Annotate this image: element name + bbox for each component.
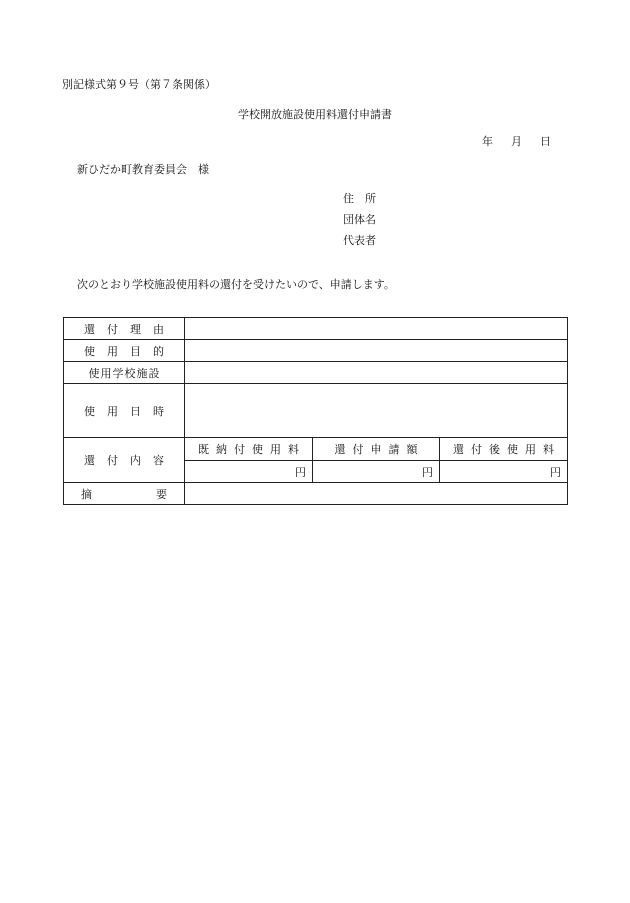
applicant-org-label: 団体名 [343,213,376,226]
applicant-rep-label: 代表者 [343,234,376,247]
refund-form-table [63,317,568,505]
yen-unit: 円 [295,465,306,479]
paid-fee-field[interactable] [185,461,313,483]
after-fee-field[interactable] [440,461,568,483]
table-row [64,483,568,505]
facility-header: 使用学校施設 [64,362,185,384]
request-amount-header: 還付申請額 [313,438,440,461]
table-row [64,384,568,438]
remarks-header: 摘要 [64,483,185,505]
facility-field[interactable] [185,362,568,384]
applicant-address-label: 住 所 [343,192,376,205]
table-row [64,362,568,384]
purpose-field[interactable] [185,340,568,362]
yen-unit: 円 [550,465,562,479]
form-number: 別記様式第９号（第７条関係） [62,78,216,91]
details-header: 還付内容 [64,438,185,483]
request-amount-field[interactable] [313,461,440,483]
after-fee-header: 還付後使用料 [440,438,568,461]
addressee: 新ひだか町教育委員会 様 [77,163,209,176]
table-row [64,340,568,362]
paid-fee-header: 既納付使用料 [185,438,313,461]
table-row [64,438,568,461]
datetime-header: 使用日時 [64,384,185,438]
document-title: 学校開放施設使用料還付申請書 [238,108,392,121]
day-label: 日 [540,135,551,148]
reason-header: 還付理由 [64,318,185,340]
yen-unit: 円 [422,465,433,479]
date-row [482,133,551,149]
year-label: 年 [482,135,493,148]
reason-field[interactable] [185,318,568,340]
table-row [64,318,568,340]
remarks-field[interactable] [185,483,568,505]
intro-text: 次のとおり学校施設使用料の還付を受けたいので、申請します。 [77,278,395,291]
month-label: 月 [511,135,522,148]
purpose-header: 使用目的 [64,340,185,362]
datetime-field[interactable] [185,384,568,438]
